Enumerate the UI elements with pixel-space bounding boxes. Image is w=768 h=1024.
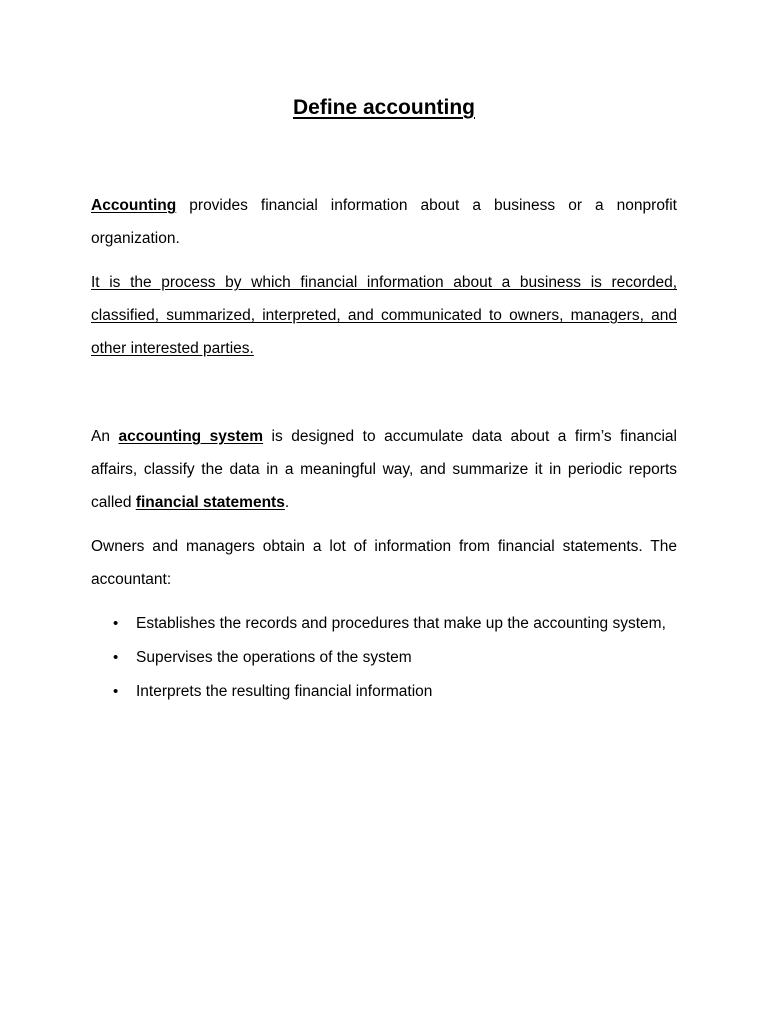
term-accounting-system: accounting system <box>118 428 264 445</box>
paragraph-text-end: . <box>284 494 290 511</box>
list-item-text: Interprets the resulting financial information <box>136 683 433 700</box>
term-accounting: Accounting <box>91 197 177 214</box>
paragraph-accounting-system <box>91 420 677 519</box>
paragraph-accounting-definition <box>91 189 677 255</box>
bullet-icon: • <box>113 649 119 666</box>
bullet-icon: • <box>113 683 119 700</box>
list-item-text: Establishes the records and procedures that make up the accounting system, <box>136 615 666 632</box>
list-item <box>91 675 677 708</box>
paragraph-text-middle: is designed to accumulate data about a firm’s financial affairs, classify the data in a meaningful way, and summarize it in periodic reports called <box>91 428 678 511</box>
page-title: Define accounting <box>292 96 476 119</box>
paragraph-text: provides financial information about a business or a nonprofit organization. <box>91 197 677 247</box>
list-item-text: Supervises the operations of the system <box>136 649 412 666</box>
accountant-duties-list <box>91 607 677 709</box>
list-item <box>91 641 677 674</box>
paragraph-owners-managers: Owners and managers obtain a lot of information from financial statements. The accountant: <box>91 538 677 588</box>
term-financial-statements: financial statements <box>135 494 285 511</box>
paragraph-text-lead: An <box>91 428 119 445</box>
paragraph-process-definition: It is the process by which financial information about a business is recorded, classified, summarized, interpreted, and communicated to owners, managers, and other interested parties. <box>91 274 677 357</box>
list-item <box>91 607 677 640</box>
bullet-icon: • <box>113 615 119 632</box>
